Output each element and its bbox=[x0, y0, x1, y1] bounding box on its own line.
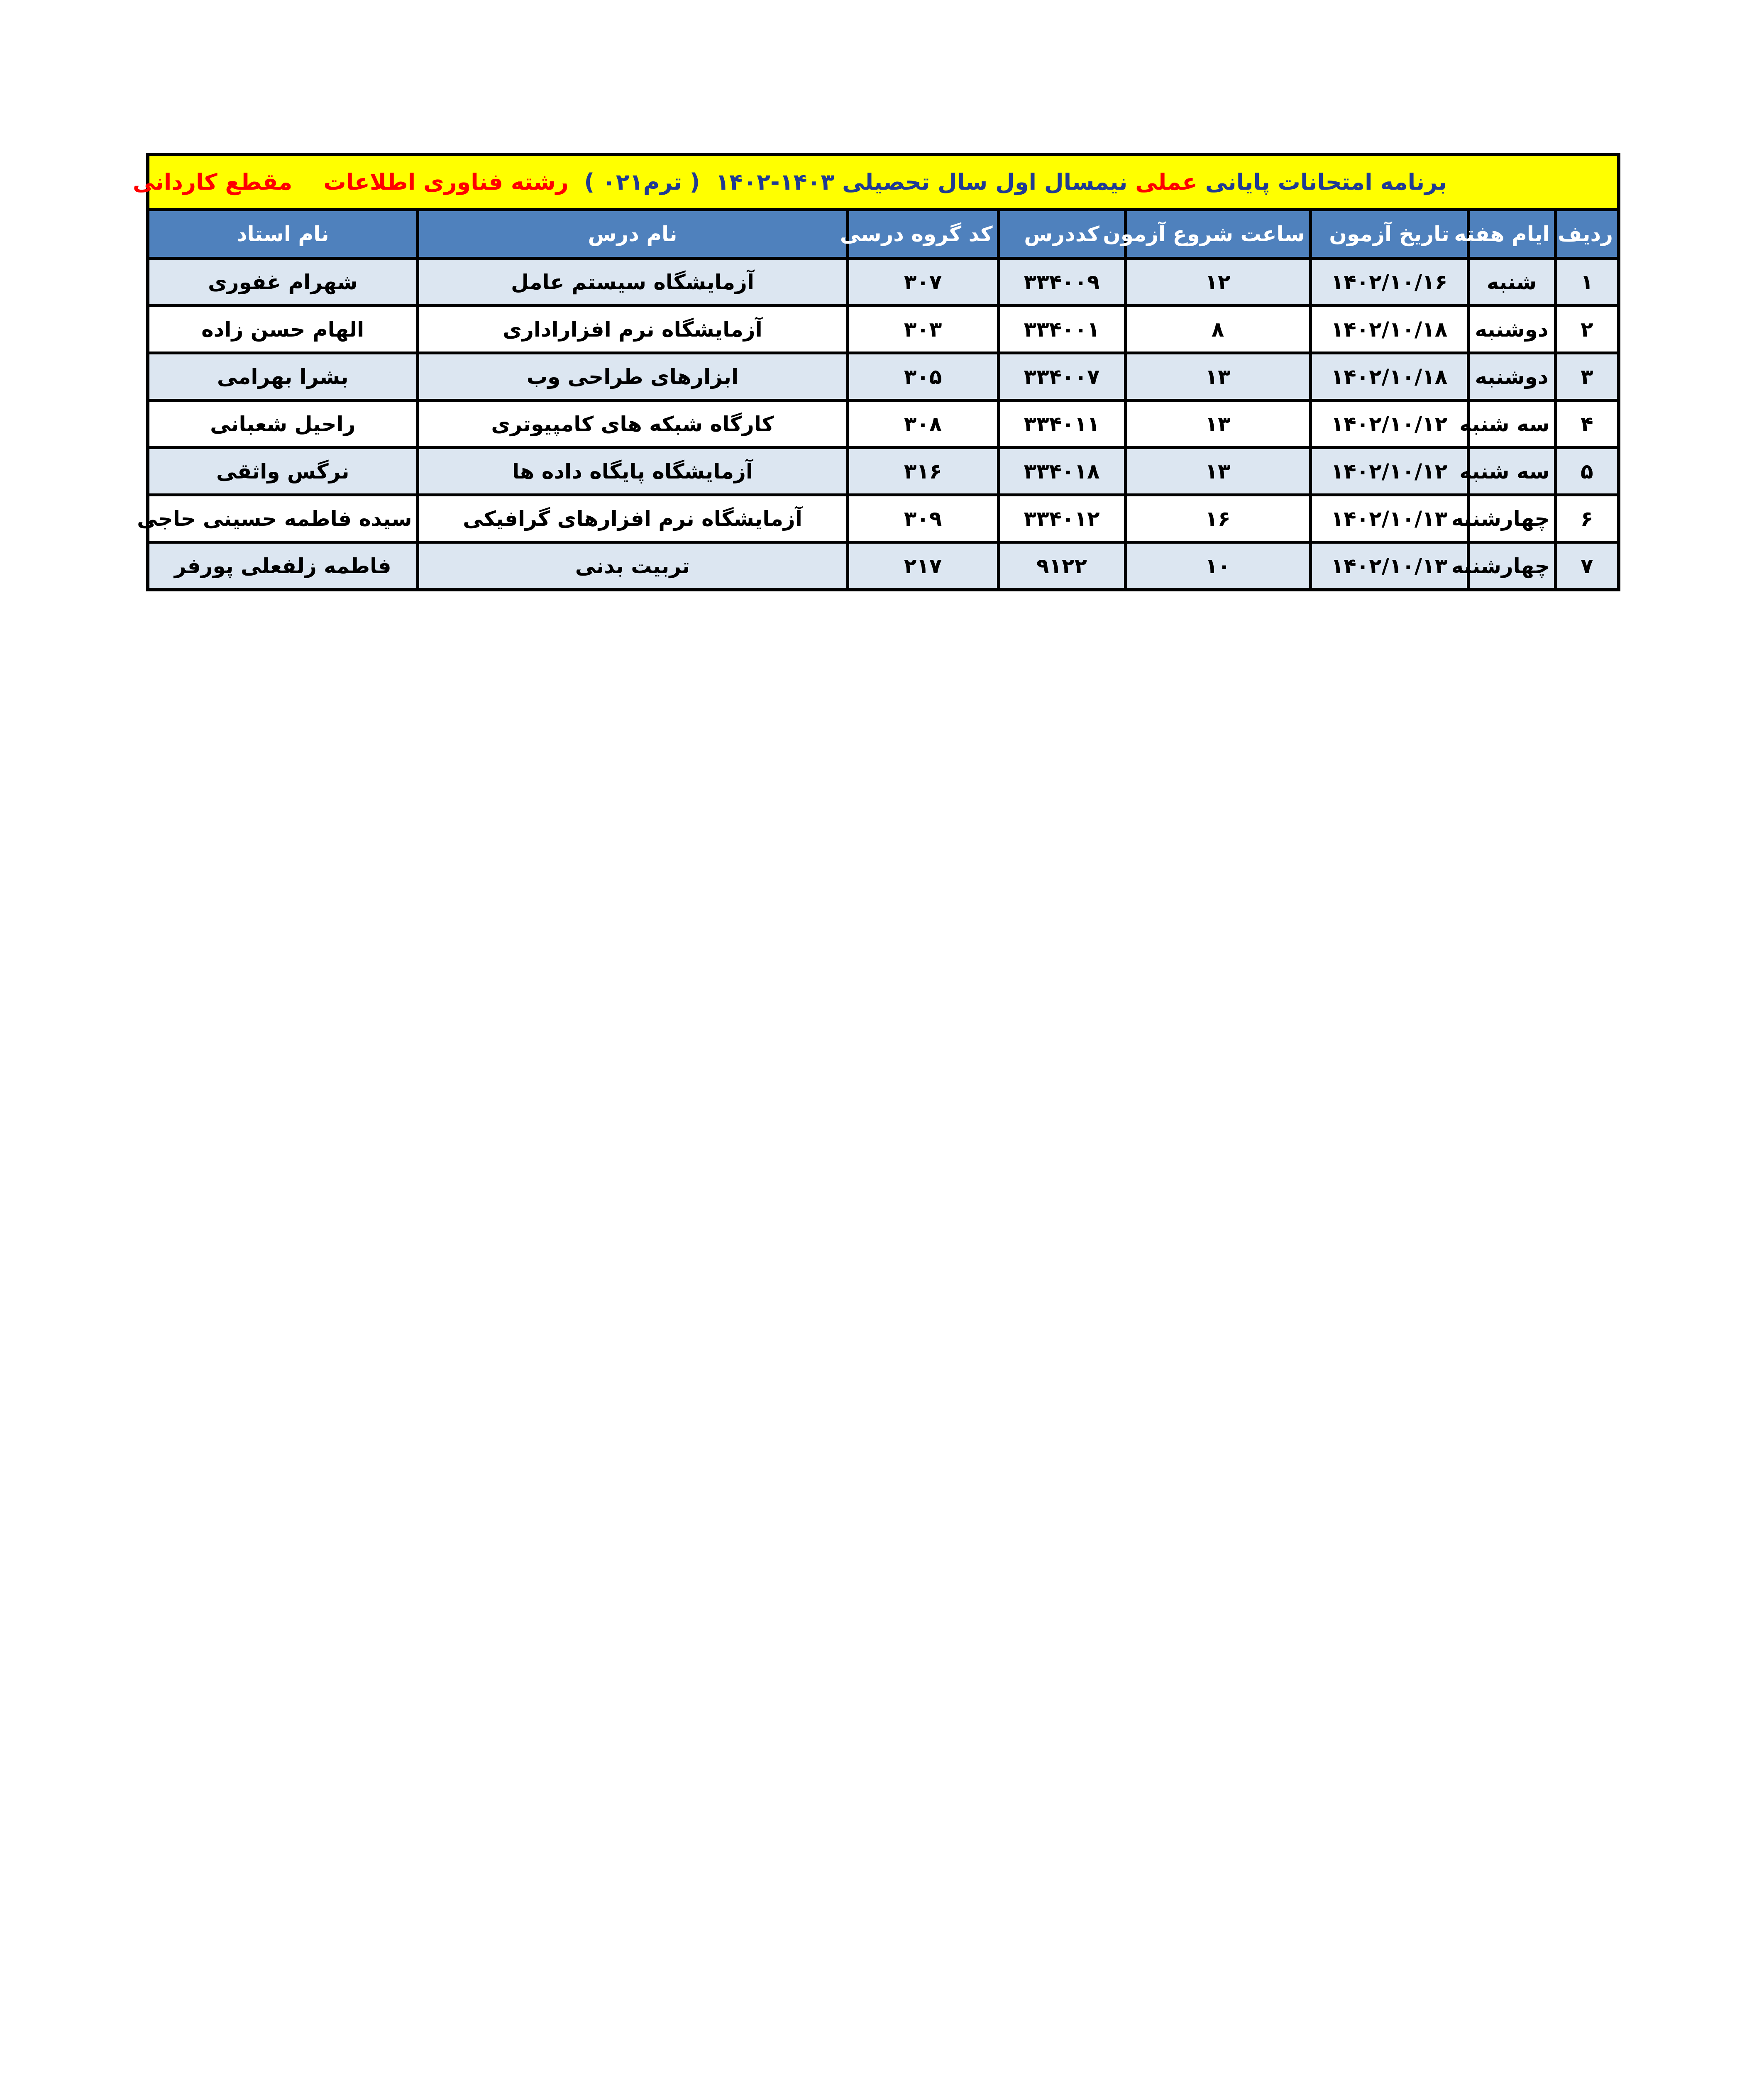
cell-teacher-name: فاطمه زلفعلی پورفر bbox=[149, 542, 418, 588]
exam-schedule-sheet bbox=[132, 153, 1620, 591]
cell-start-time: ۱۳ bbox=[1125, 448, 1310, 495]
cell-start-time: ۱۳ bbox=[1125, 400, 1310, 448]
table-row bbox=[149, 448, 1617, 495]
cell-group-code: ۳۰۷ bbox=[848, 259, 998, 306]
cell-teacher-name: الهام حسن زاده bbox=[149, 306, 418, 353]
cell-teacher-name: نرگس واثقی bbox=[149, 448, 418, 495]
cell-course-code: ۳۳۴۰۱۱ bbox=[998, 400, 1125, 448]
cell-row-number: ۳ bbox=[1555, 353, 1617, 400]
cell-course-code: ۳۳۴۰۰۹ bbox=[998, 259, 1125, 306]
header-course-code: کددرس bbox=[998, 211, 1125, 259]
cell-course-name: آزمایشگاه نرم افزاراداری bbox=[418, 306, 848, 353]
cell-weekday: شنبه bbox=[1468, 259, 1555, 306]
cell-exam-date: ۱۴۰۲/۱۰/۱۶ bbox=[1310, 259, 1468, 306]
cell-weekday: سه شنبه bbox=[1468, 400, 1555, 448]
cell-exam-date: ۱۴۰۲/۱۰/۱۸ bbox=[1310, 306, 1468, 353]
cell-course-name: کارگاه شبکه های کامپیوتری bbox=[418, 400, 848, 448]
cell-group-code: ۳۰۸ bbox=[848, 400, 998, 448]
table-row bbox=[149, 495, 1617, 542]
cell-course-name: آزمایشگاه نرم افزارهای گرافیکی bbox=[418, 495, 848, 542]
cell-exam-date: ۱۴۰۲/۱۰/۱۸ bbox=[1310, 353, 1468, 400]
title-part-4: رشته فناوری اطلاعات bbox=[323, 169, 577, 195]
cell-course-name: آزمایشگاه پایگاه داده ها bbox=[418, 448, 848, 495]
cell-row-number: ۵ bbox=[1555, 448, 1617, 495]
title-part-3: نیمسال اول سال تحصیلی ۱۴۰۳-۱۴۰۲ ( ترم۰۲۱ ) bbox=[576, 169, 1136, 195]
cell-course-code: ۳۳۴۰۱۲ bbox=[998, 495, 1125, 542]
table-row bbox=[149, 306, 1617, 353]
schedule-title bbox=[132, 156, 1617, 211]
cell-exam-date: ۱۴۰۲/۱۰/۱۳ bbox=[1310, 542, 1468, 588]
cell-teacher-name: راحیل شعبانی bbox=[149, 400, 418, 448]
cell-group-code: ۳۱۶ bbox=[848, 448, 998, 495]
cell-course-code: ۳۳۴۰۱۸ bbox=[998, 448, 1125, 495]
cell-row-number: ۲ bbox=[1555, 306, 1617, 353]
cell-exam-date: ۱۴۰۲/۱۰/۱۲ bbox=[1310, 400, 1468, 448]
cell-group-code: ۳۰۹ bbox=[848, 495, 998, 542]
header-row-number: ردیف bbox=[1555, 211, 1617, 259]
cell-course-name: ابزارهای طراحی وب bbox=[418, 353, 848, 400]
cell-group-code: ۲۱۷ bbox=[848, 542, 998, 588]
cell-weekday: دوشنبه bbox=[1468, 306, 1555, 353]
cell-weekday: چهارشنبه bbox=[1468, 495, 1555, 542]
cell-start-time: ۱۲ bbox=[1125, 259, 1310, 306]
table-row bbox=[149, 400, 1617, 448]
cell-course-name: آزمایشگاه سیستم عامل bbox=[418, 259, 848, 306]
cell-start-time: ۸ bbox=[1125, 306, 1310, 353]
header-exam-date: تاریخ آزمون bbox=[1310, 211, 1468, 259]
cell-weekday: دوشنبه bbox=[1468, 353, 1555, 400]
cell-weekday: سه شنبه bbox=[1468, 448, 1555, 495]
cell-row-number: ۶ bbox=[1555, 495, 1617, 542]
table-row bbox=[149, 353, 1617, 400]
cell-course-code: ۳۳۴۰۰۷ bbox=[998, 353, 1125, 400]
cell-teacher-name: شهرام غفوری bbox=[149, 259, 418, 306]
header-start-time: ساعت شروع آزمون bbox=[1125, 211, 1310, 259]
cell-row-number: ۱ bbox=[1555, 259, 1617, 306]
cell-course-name: تربیت بدنی bbox=[418, 542, 848, 588]
cell-course-code: ۳۳۴۰۰۱ bbox=[998, 306, 1125, 353]
header-weekday: ایام هفته bbox=[1468, 211, 1555, 259]
cell-exam-date: ۱۴۰۲/۱۰/۱۳ bbox=[1310, 495, 1468, 542]
header-teacher-name: نام استاد bbox=[149, 211, 418, 259]
schedule-table bbox=[137, 211, 1617, 588]
cell-row-number: ۷ bbox=[1555, 542, 1617, 588]
header-group-code: کد گروه درسی bbox=[848, 211, 998, 259]
cell-teacher-name: سیده فاطمه حسینی حاجی bbox=[149, 495, 418, 542]
cell-start-time: ۱۰ bbox=[1125, 542, 1310, 588]
title-part-5: مقطع کاردانی bbox=[132, 169, 324, 195]
table-row bbox=[149, 259, 1617, 306]
cell-exam-date: ۱۴۰۲/۱۰/۱۲ bbox=[1310, 448, 1468, 495]
cell-row-number: ۴ bbox=[1555, 400, 1617, 448]
title-part-1: برنامه امتحانات پایانی bbox=[1197, 169, 1447, 195]
header-course-name: نام درس bbox=[418, 211, 848, 259]
cell-group-code: ۳۰۳ bbox=[848, 306, 998, 353]
cell-start-time: ۱۳ bbox=[1125, 353, 1310, 400]
table-header-row bbox=[149, 211, 1617, 259]
cell-weekday: چهارشنبه bbox=[1468, 542, 1555, 588]
cell-teacher-name: بشرا بهرامی bbox=[149, 353, 418, 400]
cell-group-code: ۳۰۵ bbox=[848, 353, 998, 400]
table-row bbox=[149, 542, 1617, 588]
cell-course-code: ۹۱۲۲ bbox=[998, 542, 1125, 588]
title-part-2: عملی bbox=[1135, 169, 1197, 195]
cell-start-time: ۱۶ bbox=[1125, 495, 1310, 542]
